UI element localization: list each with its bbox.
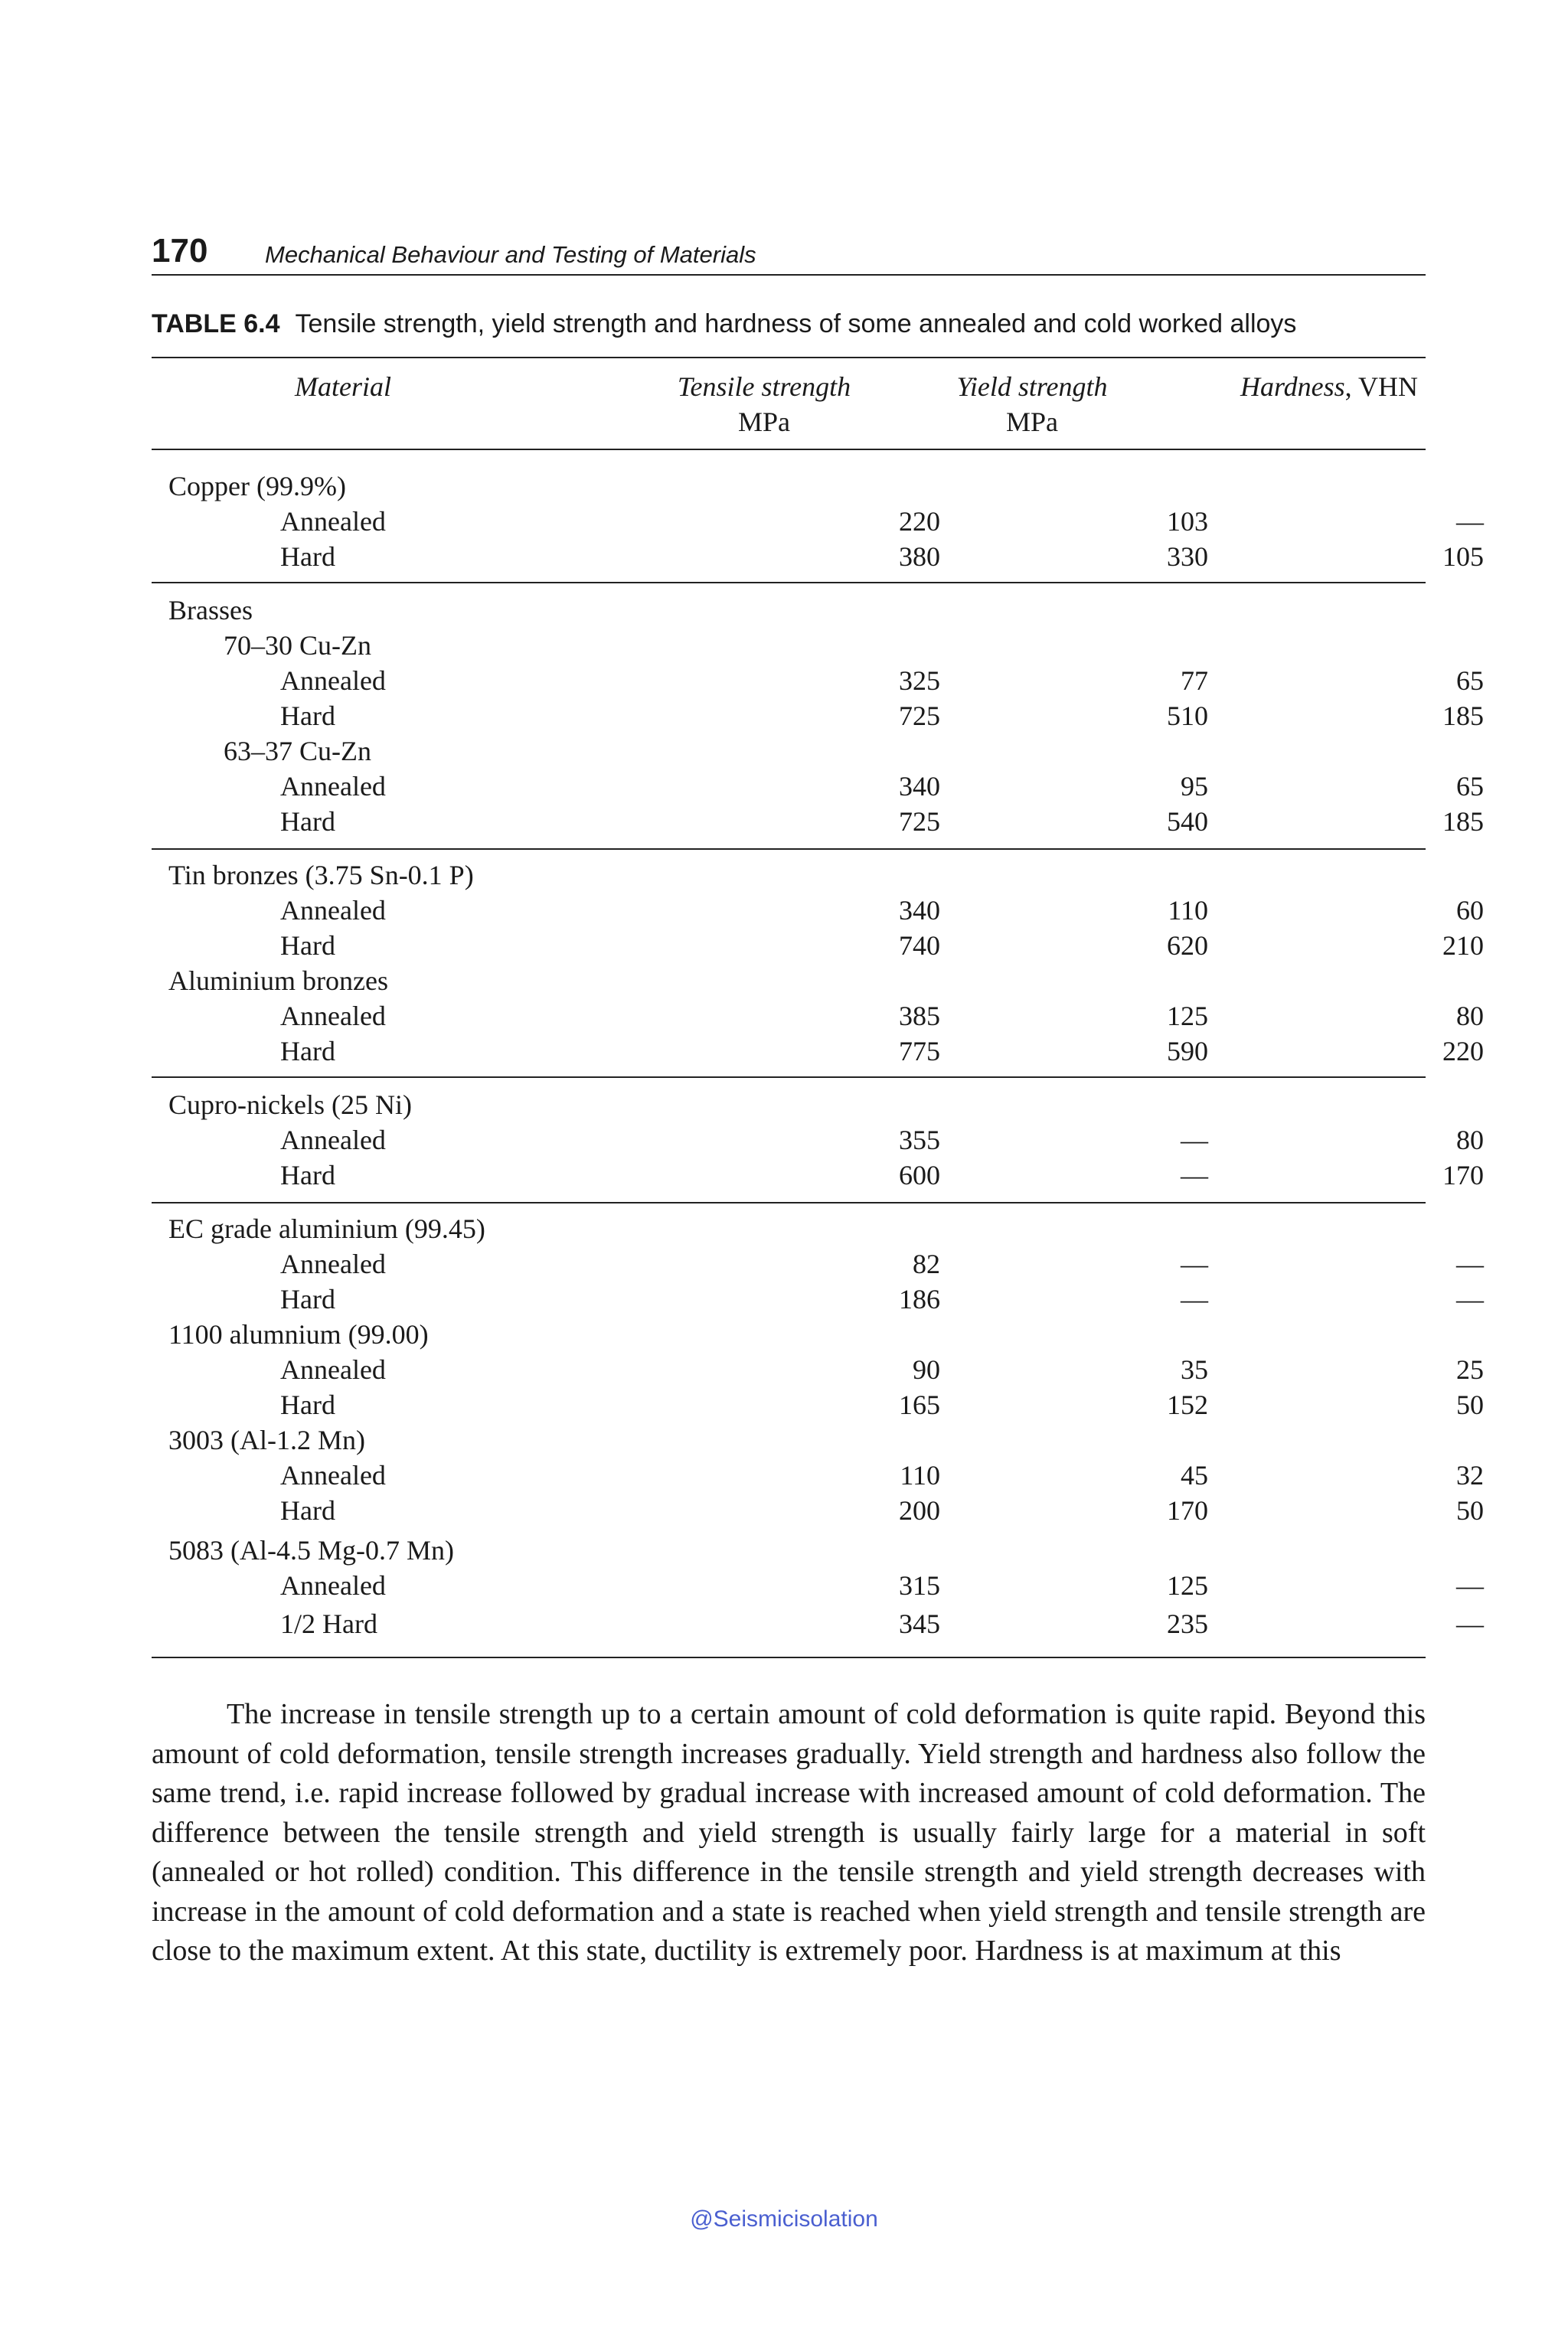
cell-tensile-strength: 380 [899, 541, 940, 572]
cell-yield-strength: — [1181, 1284, 1208, 1314]
group-rule [152, 582, 1426, 583]
table-row [152, 1352, 1484, 1387]
cell-material: Hard [280, 1495, 335, 1526]
table-row [152, 698, 1484, 733]
cell-material: Hard [280, 541, 335, 572]
cell-hardness: 50 [1456, 1495, 1484, 1526]
cell-tensile-strength: 340 [899, 895, 940, 926]
column-header-yield [917, 369, 1147, 439]
cell-hardness: 170 [1442, 1160, 1484, 1190]
cell-material: Annealed [280, 506, 386, 537]
table-row [152, 1568, 1484, 1603]
group-rule [152, 1076, 1426, 1078]
cell-hardness: 60 [1456, 895, 1484, 926]
cell-tensile-strength: 775 [899, 1036, 940, 1066]
book-title: Mechanical Behaviour and Testing of Materials [265, 241, 756, 268]
cell-tensile-strength: 725 [899, 806, 940, 837]
cell-hardness: 185 [1442, 700, 1484, 731]
cell-yield-strength: 510 [1167, 700, 1208, 731]
table-row [152, 963, 1426, 998]
cell-tensile-strength: 82 [913, 1249, 940, 1279]
table-row [152, 1317, 1426, 1352]
table-bottom-rule [152, 1657, 1426, 1658]
yield-label: Yield strength [956, 371, 1108, 402]
cell-material: Hard [280, 700, 335, 731]
cell-material: Brasses [168, 595, 253, 625]
cell-yield-strength: — [1181, 1249, 1208, 1279]
hardness-unit: , VHN [1344, 371, 1418, 402]
cell-tensile-strength: 315 [899, 1570, 940, 1601]
cell-tensile-strength: 600 [899, 1160, 940, 1190]
cell-material: Hard [280, 1036, 335, 1066]
cell-material: Tin bronzes (3.75 Sn-0.1 P) [168, 860, 474, 890]
cell-hardness: — [1456, 506, 1484, 537]
table-row [152, 663, 1484, 698]
cell-tensile-strength: 355 [899, 1125, 940, 1155]
table-row [152, 1211, 1426, 1246]
hardness-label: Hardness [1240, 371, 1345, 402]
cell-hardness: 80 [1456, 1001, 1484, 1031]
table-row [152, 1422, 1426, 1458]
cell-yield-strength: 95 [1181, 771, 1208, 802]
group-rule [152, 848, 1426, 850]
cell-tensile-strength: 345 [899, 1608, 940, 1639]
cell-tensile-strength: 90 [913, 1354, 940, 1385]
cell-material: Annealed [280, 771, 386, 802]
cell-material: 3003 (Al-1.2 Mn) [168, 1425, 365, 1455]
cell-hardness: — [1456, 1570, 1484, 1601]
table-row [152, 1034, 1484, 1069]
cell-material: 70–30 Cu-Zn [224, 630, 371, 661]
cell-yield-strength: 45 [1181, 1460, 1208, 1491]
group-rule [152, 1202, 1426, 1203]
table-row [152, 1606, 1484, 1641]
cell-yield-strength: 170 [1167, 1495, 1208, 1526]
cell-hardness: 32 [1456, 1460, 1484, 1491]
cell-yield-strength: 152 [1167, 1390, 1208, 1420]
cell-hardness: 220 [1442, 1036, 1484, 1066]
table-row [152, 769, 1484, 804]
cell-material: Copper (99.9%) [168, 471, 346, 501]
page-number: 170 [152, 232, 208, 269]
table-row [152, 893, 1484, 928]
cell-hardness: 65 [1456, 665, 1484, 696]
table-top-rule [152, 357, 1426, 358]
cell-tensile-strength: 165 [899, 1390, 940, 1420]
cell-tensile-strength: 385 [899, 1001, 940, 1031]
tensile-unit: MPa [737, 407, 790, 437]
cell-material: Annealed [280, 1249, 386, 1279]
table-row [152, 469, 1426, 504]
table-label: TABLE 6.4 [152, 309, 280, 338]
cell-material: Hard [280, 1160, 335, 1190]
cell-yield-strength: 103 [1167, 506, 1208, 537]
column-header-tensile [649, 369, 879, 439]
running-header [152, 228, 1426, 276]
cell-yield-strength: 125 [1167, 1001, 1208, 1031]
cell-tensile-strength: 186 [899, 1284, 940, 1314]
tensile-label: Tensile strength [677, 371, 851, 402]
cell-tensile-strength: 200 [899, 1495, 940, 1526]
table-row [152, 539, 1484, 574]
cell-yield-strength: 330 [1167, 541, 1208, 572]
cell-yield-strength: 590 [1167, 1036, 1208, 1066]
cell-yield-strength: — [1181, 1160, 1208, 1190]
table-row [152, 504, 1484, 539]
cell-material: Annealed [280, 1354, 386, 1385]
table-caption-text: Tensile strength, yield strength and hardness of some annealed and cold worked alloys [295, 309, 1297, 338]
table-row [152, 804, 1484, 839]
cell-hardness: 50 [1456, 1390, 1484, 1420]
cell-hardness: — [1456, 1608, 1484, 1639]
cell-tensile-strength: 110 [900, 1460, 940, 1491]
cell-material: Annealed [280, 1460, 386, 1491]
cell-material: Annealed [280, 665, 386, 696]
column-header-hardness [1194, 369, 1424, 404]
body-paragraph: The increase in tensile strength up to a certain amount of cold deformation is quite rapid. Beyond this amount of cold deformation, tensile strength increases gradually. Yield strength and hardness also follow the same trend, i.e. rapid increase followed by gradual increase with increased amount of cold deformation. The difference between the tensile strength and yield strength is usually fairly large for a material in soft (annealed or hot rolled) condition. This difference in the tensile strength and yield strength decreases with increase in the amount of cold deformation and a state is reached when yield strength and tensile strength are close to the maximum extent. At this state, ductility is extremely poor. Hardness is at maximum at this [152, 1698, 1426, 1967]
cell-hardness: 65 [1456, 771, 1484, 802]
table-caption [152, 305, 1426, 343]
table-row [152, 1282, 1484, 1317]
cell-material: Hard [280, 1390, 335, 1420]
cell-material: 1/2 Hard [280, 1608, 377, 1639]
cell-yield-strength: 35 [1181, 1354, 1208, 1385]
cell-tensile-strength: 725 [899, 700, 940, 731]
table-row [152, 1122, 1484, 1158]
cell-hardness: 105 [1442, 541, 1484, 572]
cell-yield-strength: 77 [1181, 665, 1208, 696]
cell-hardness: 210 [1442, 930, 1484, 961]
cell-material: 1100 alumnium (99.00) [168, 1319, 429, 1350]
cell-material: Annealed [280, 1125, 386, 1155]
column-header-material: Material [295, 371, 391, 402]
cell-material: Annealed [280, 1570, 386, 1601]
cell-tensile-strength: 740 [899, 930, 940, 961]
table-row [152, 1246, 1484, 1282]
cell-hardness: — [1456, 1284, 1484, 1314]
cell-yield-strength: 540 [1167, 806, 1208, 837]
cell-hardness: — [1456, 1249, 1484, 1279]
table-row [152, 1533, 1426, 1568]
cell-hardness: 25 [1456, 1354, 1484, 1385]
cell-yield-strength: — [1181, 1125, 1208, 1155]
table-row [152, 1387, 1484, 1422]
cell-tensile-strength: 325 [899, 665, 940, 696]
table-row [152, 1458, 1484, 1493]
cell-material: 5083 (Al-4.5 Mg-0.7 Mn) [168, 1535, 454, 1566]
yield-unit: MPa [1005, 407, 1058, 437]
cell-material: EC grade aluminium (99.45) [168, 1213, 485, 1244]
cell-material: Hard [280, 930, 335, 961]
cell-tensile-strength: 220 [899, 506, 940, 537]
cell-material: Hard [280, 1284, 335, 1314]
cell-hardness: 80 [1456, 1125, 1484, 1155]
cell-yield-strength: 125 [1167, 1570, 1208, 1601]
table-row [152, 857, 1426, 893]
cell-material: Aluminium bronzes [168, 965, 388, 996]
cell-material: Cupro-nickels (25 Ni) [168, 1089, 412, 1120]
cell-yield-strength: 235 [1167, 1608, 1208, 1639]
table-row [152, 733, 1426, 769]
table-row [152, 628, 1426, 663]
cell-material: Annealed [280, 1001, 386, 1031]
cell-material: 63–37 Cu-Zn [224, 736, 371, 766]
cell-material: Hard [280, 806, 335, 837]
table-row [152, 1493, 1484, 1528]
table-row [152, 593, 1426, 628]
cell-yield-strength: 110 [1168, 895, 1208, 926]
table-row [152, 1158, 1484, 1193]
table-row [152, 1087, 1426, 1122]
table-row [152, 928, 1484, 963]
cell-hardness: 185 [1442, 806, 1484, 837]
cell-tensile-strength: 340 [899, 771, 940, 802]
watermark: @Seismicisolation [690, 2206, 878, 2232]
header-bottom-rule [152, 449, 1426, 450]
table-row [152, 998, 1484, 1034]
cell-material: Annealed [280, 895, 386, 926]
cell-yield-strength: 620 [1167, 930, 1208, 961]
